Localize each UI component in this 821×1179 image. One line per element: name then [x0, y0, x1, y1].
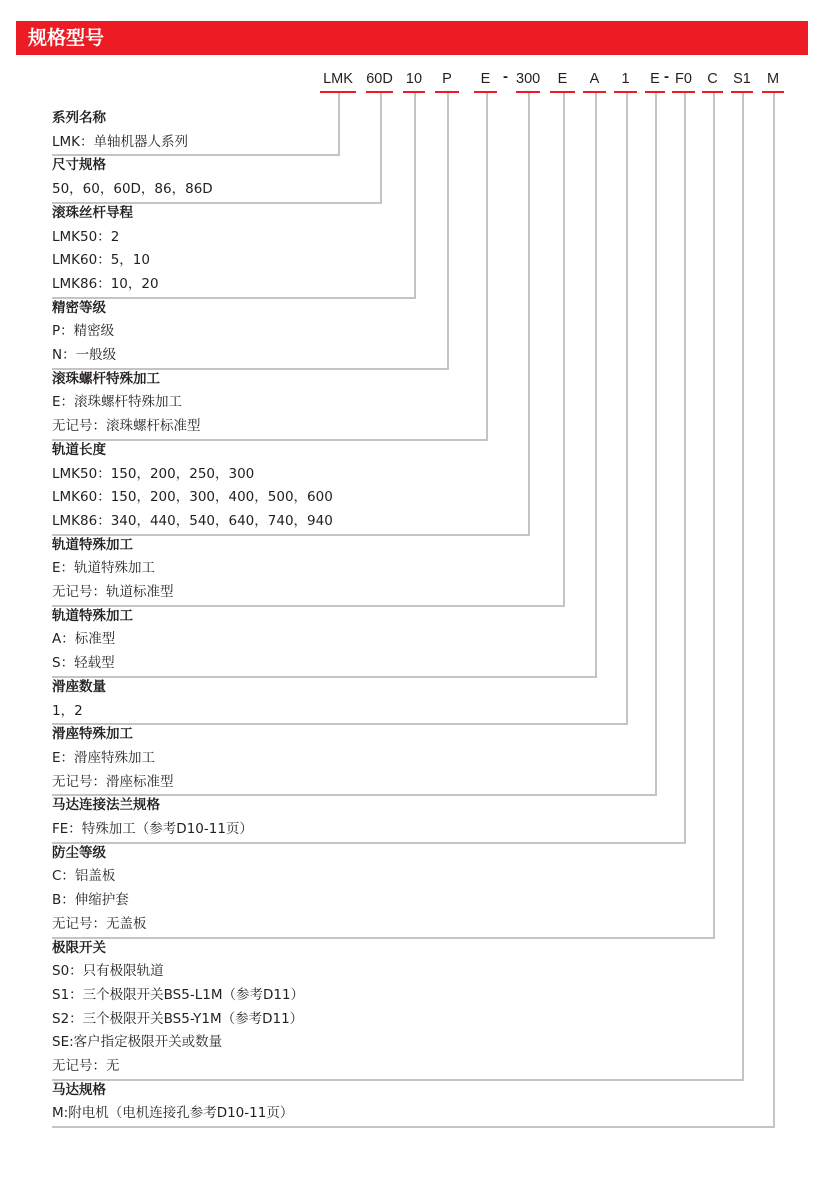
section-option: 无记号：滑座标准型	[52, 773, 174, 790]
section-title: 规格型号	[28, 27, 105, 49]
code-segment-6: E	[557, 71, 568, 87]
connector-horizontal	[52, 1079, 743, 1081]
section-option: FE：特殊加工（参考D10-11页）	[52, 821, 253, 837]
connector-horizontal	[52, 723, 627, 725]
code-segment-10: F0	[675, 71, 692, 87]
section-option: LMK86：10，20	[52, 275, 159, 292]
section-heading: 尺寸规格	[52, 157, 106, 174]
section-option: LMK60：5，10	[52, 252, 150, 269]
section-option: SE:客户指定极限开关或数量	[52, 1034, 223, 1051]
section-option: S1：三个极限开关BS5-L1M（参考D11）	[52, 986, 305, 1003]
connector-horizontal	[52, 439, 487, 441]
connector-horizontal	[52, 842, 685, 844]
code-segment-5: 300	[516, 71, 541, 87]
section-option: P：精密级	[52, 323, 115, 340]
connector-vertical	[742, 93, 744, 1081]
code-segment-9: E	[650, 71, 660, 87]
section-option: N：一般级	[52, 347, 117, 363]
code-segment-0: LMK	[323, 71, 353, 87]
code-segment-11: C	[707, 71, 718, 87]
code-segment-12: S1	[733, 71, 751, 87]
connector-vertical	[380, 93, 382, 204]
section-option: LMK60：150，200，300，400，500，600	[52, 489, 333, 506]
connector-vertical	[447, 93, 449, 370]
section-option: E：轨道特殊加工	[52, 560, 156, 577]
section-option: LMK50：2	[52, 228, 120, 245]
section-header-bar	[16, 21, 808, 55]
code-dash-0: -	[503, 68, 508, 85]
code-segment-8: 1	[621, 71, 630, 87]
connector-horizontal	[52, 937, 714, 939]
section-option: 无记号：无盖板	[52, 915, 147, 932]
code-dash-1: -	[664, 68, 669, 85]
section-option: 无记号：无	[52, 1058, 120, 1074]
code-segment-7: A	[589, 71, 600, 87]
section-option: S0：只有极限轨道	[52, 963, 164, 980]
section-heading: 马达连接法兰规格	[52, 797, 160, 814]
section-option: S：轻载型	[52, 655, 115, 672]
section-option: LMK：单轴机器人系列	[52, 133, 189, 150]
connector-horizontal	[52, 1126, 774, 1128]
section-heading: 滑座数量	[52, 678, 106, 695]
section-heading: 系列名称	[52, 110, 106, 126]
connector-horizontal	[52, 676, 596, 678]
section-option: LMK50：150，200，250，300	[52, 465, 255, 482]
connector-horizontal	[52, 297, 415, 299]
section-option: S2：三个极限开关BS5-Y1M（参考D11）	[52, 1010, 304, 1027]
section-heading: 极限开关	[52, 939, 106, 956]
section-option: M:附电机（电机连接孔参考D10-11页）	[52, 1105, 294, 1122]
section-option: 1，2	[52, 702, 83, 719]
section-option: LMK86：340，440，540，640，740，940	[52, 512, 333, 529]
section-heading: 精密等级	[52, 299, 106, 316]
connector-vertical	[486, 93, 488, 441]
section-option: E：滚珠螺杆特殊加工	[52, 394, 183, 411]
connector-vertical	[414, 93, 416, 299]
code-segment-2: 10	[405, 71, 423, 87]
section-option: C：铝盖板	[52, 868, 116, 885]
section-heading: 滚珠螺杆特殊加工	[52, 370, 160, 387]
connector-vertical	[338, 93, 340, 156]
connector-vertical	[528, 93, 530, 536]
connector-vertical	[595, 93, 597, 678]
section-heading: 防尘等级	[52, 844, 106, 861]
section-option: 50，60，60D，86，86D	[52, 181, 213, 198]
section-option: B：伸缩护套	[52, 892, 129, 909]
code-segment-1: 60D	[366, 71, 393, 87]
connector-vertical	[655, 93, 657, 796]
code-segment-3: P	[442, 71, 452, 87]
section-option: E：滑座特殊加工	[52, 749, 156, 766]
code-segment-13: M	[766, 71, 780, 87]
section-heading: 滚珠丝杆导程	[52, 204, 133, 221]
connector-vertical	[684, 93, 686, 844]
connector-vertical	[713, 93, 715, 939]
section-heading: 轨道特殊加工	[52, 607, 133, 624]
section-heading: 马达规格	[52, 1081, 106, 1098]
code-segment-4: E	[480, 71, 491, 87]
section-heading: 滑座特殊加工	[52, 726, 133, 743]
connector-vertical	[773, 93, 775, 1128]
section-option: A：标准型	[52, 631, 116, 648]
section-heading: 轨道长度	[52, 441, 106, 458]
connector-vertical	[626, 93, 628, 725]
section-option: 无记号：滚珠螺杆标准型	[52, 418, 201, 435]
section-option: 无记号：轨道标准型	[52, 584, 174, 600]
section-heading: 轨道特殊加工	[52, 536, 133, 553]
connector-vertical	[563, 93, 565, 607]
